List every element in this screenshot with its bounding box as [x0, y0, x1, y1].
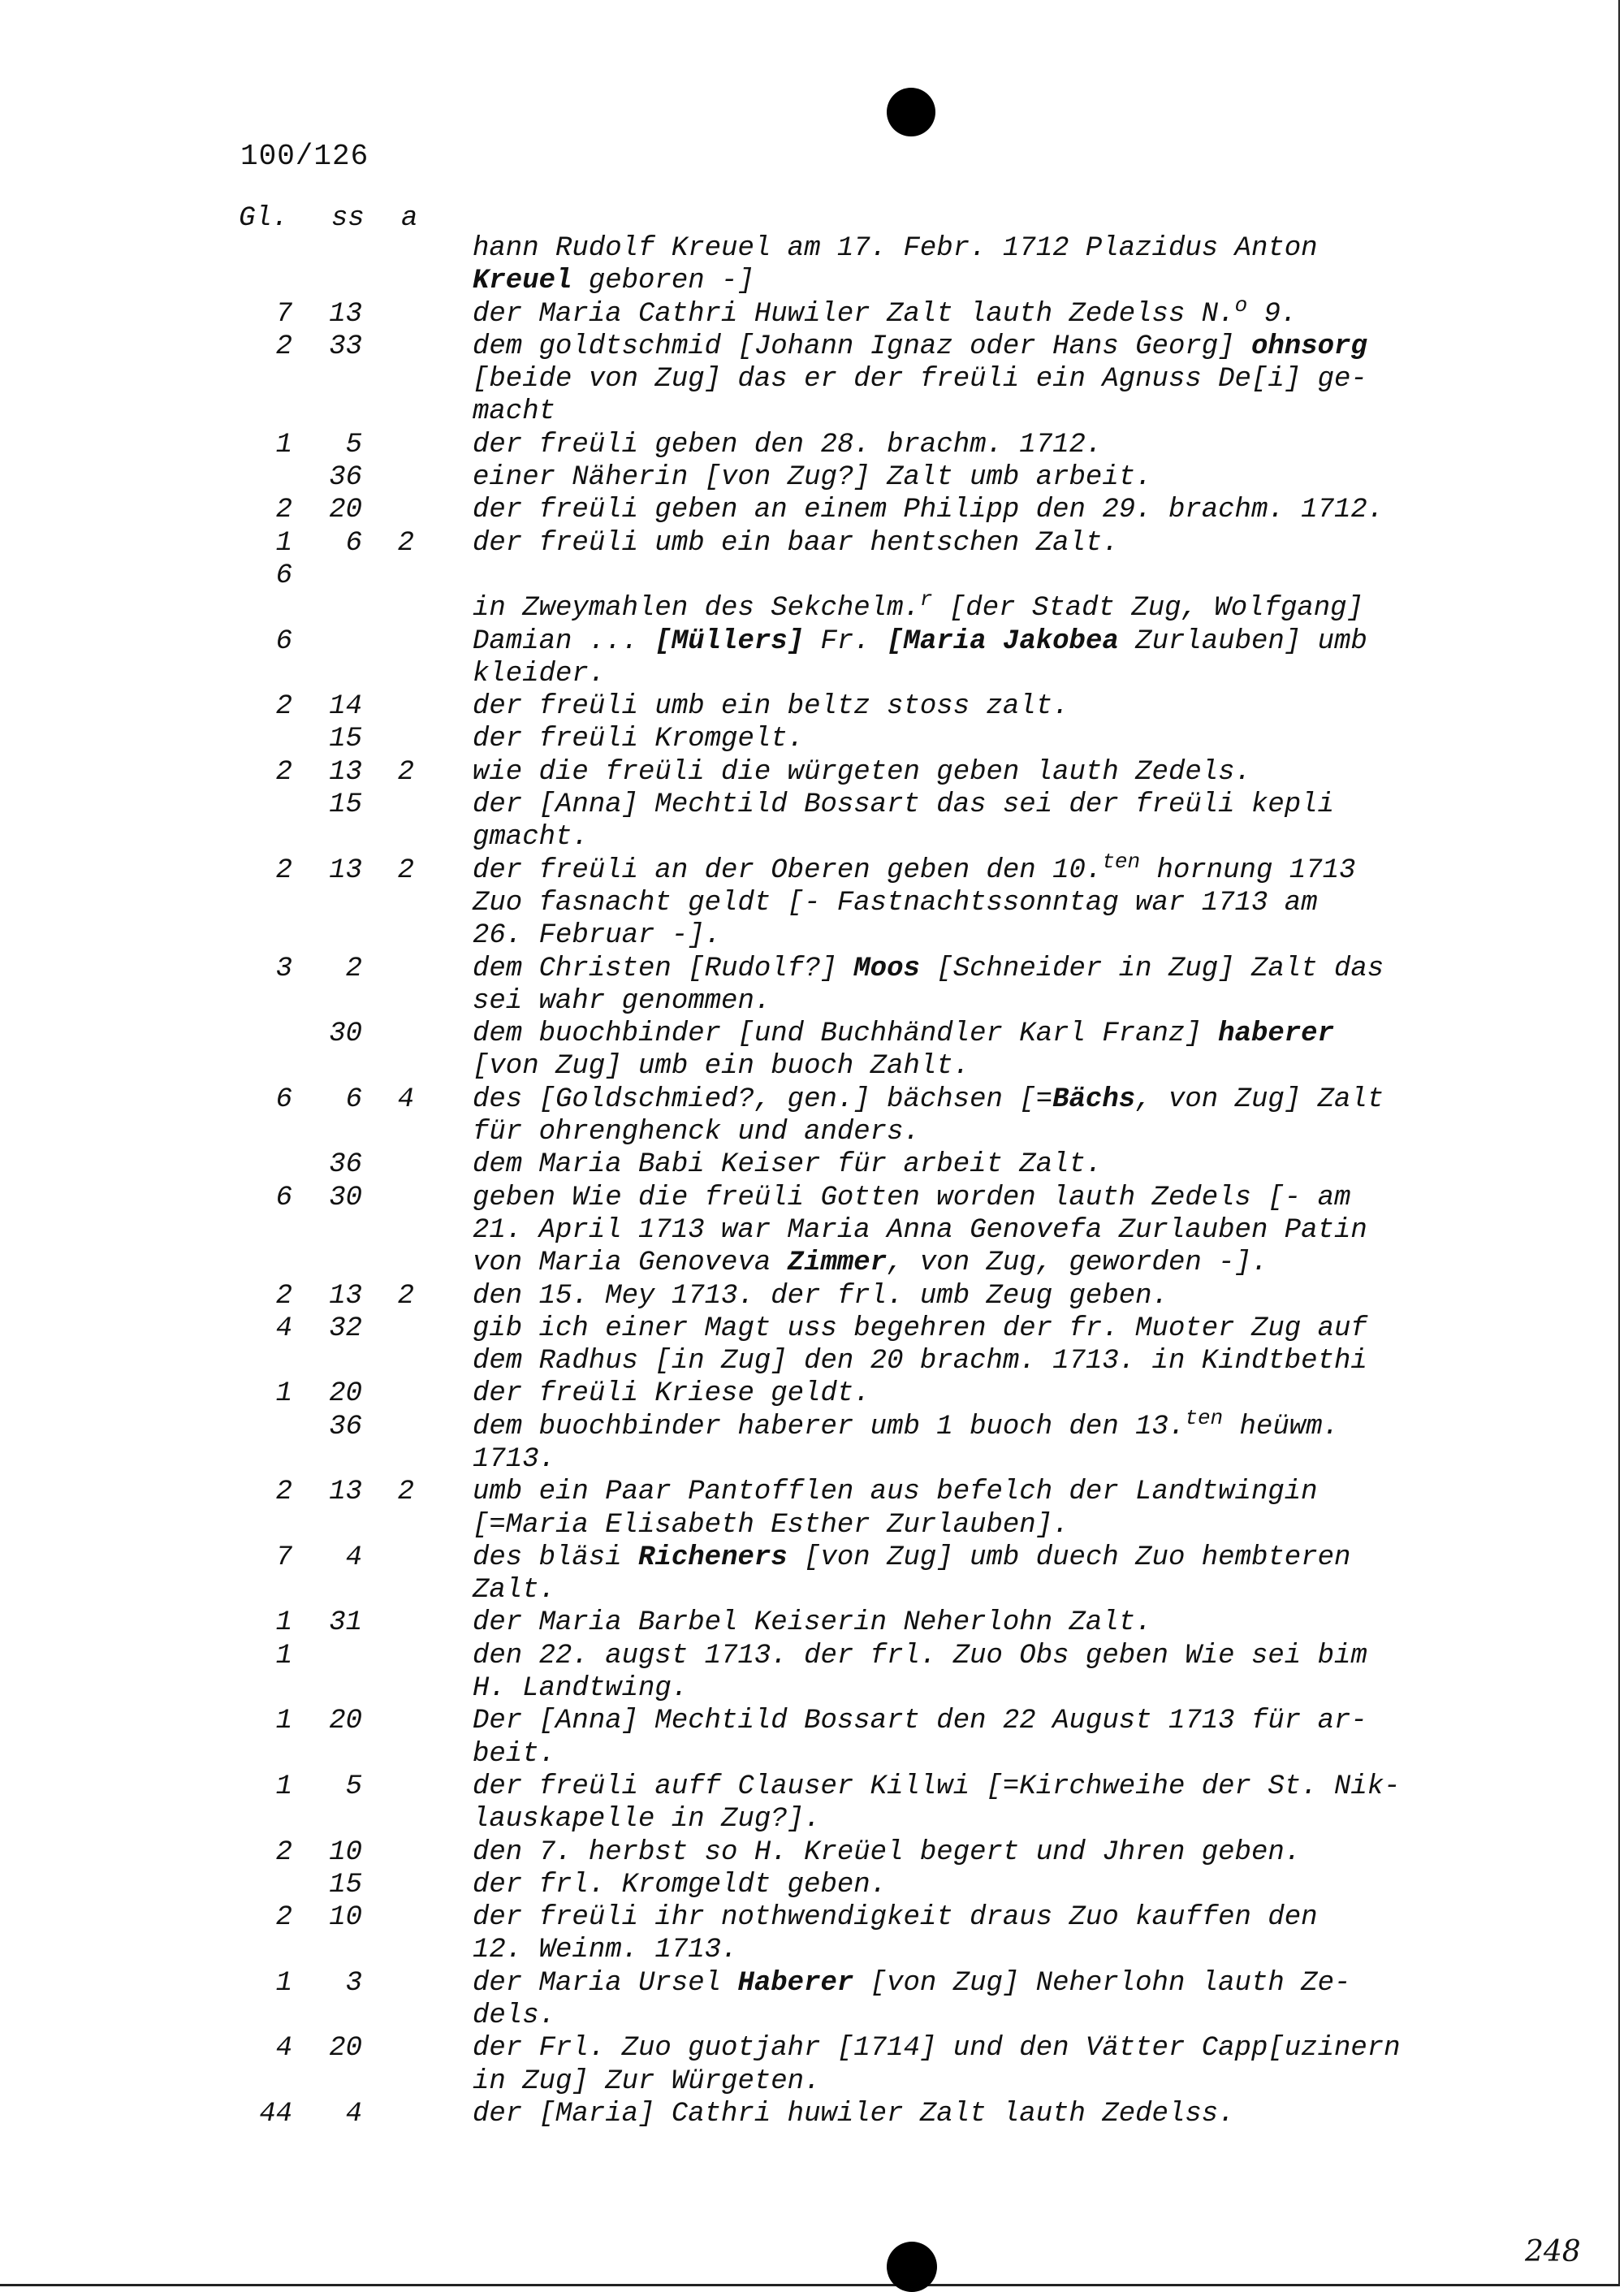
- text-segment: der [Anna] Mechtild Bossart das sei der freüli kepli: [473, 789, 1334, 821]
- entry-text: [473, 849, 1356, 887]
- amount-ss: 33: [329, 331, 362, 362]
- amount-ss: 15: [329, 1869, 362, 1901]
- text-segment: der Frl. Zuo guotjahr [1714] und den Vätter Capp[uzinern: [473, 2033, 1401, 2065]
- ledger-row: [0, 2032, 1616, 2065]
- text-segment: geben Wie die freüli Gotten worden lauth Zedels [- am: [473, 1182, 1351, 1213]
- ledger-row: [0, 1607, 1616, 1639]
- ledger-row: [0, 1574, 1616, 1607]
- header-ss: ss: [331, 203, 365, 234]
- amount-gl: 6: [275, 1083, 292, 1115]
- entry-text: [473, 1771, 1401, 1803]
- amount-gl: 2: [275, 331, 292, 362]
- amount-gl: 4: [275, 2033, 292, 2065]
- amount-gl: 7: [275, 298, 292, 330]
- ledger-row: [0, 1771, 1616, 1803]
- entry-text: [473, 789, 1334, 821]
- text-segment: der [Maria] Cathri huwiler Zalt lauth Zedelss.: [473, 2098, 1235, 2130]
- text-segment: [=Maria Elisabeth Esther Zurlauben].: [473, 1509, 1069, 1541]
- ledger-row: [0, 1377, 1616, 1410]
- amount-gl: 2: [275, 1836, 292, 1868]
- text-segment: des bläsi: [473, 1542, 639, 1573]
- entry-text: [473, 265, 754, 297]
- amount-ss: 13: [329, 756, 362, 788]
- entry-text: [473, 625, 1367, 658]
- amount-gl: 44: [259, 2098, 292, 2130]
- ledger-row: [0, 1672, 1616, 1705]
- amount-gl: 1: [275, 527, 292, 559]
- text-segment: der freüli ihr nothwendigkeit draus Zuo kauffen den: [473, 1902, 1318, 1934]
- entry-text: [473, 1050, 970, 1083]
- text-segment: hann Rudolf Kreuel am 17. Febr. 1712 Plazidus Anton: [473, 233, 1318, 264]
- bold-name: Bächs: [1052, 1083, 1136, 1115]
- bold-name: [Müllers]: [654, 625, 805, 657]
- text-segment: Zalt.: [473, 1575, 556, 1607]
- entry-text: [473, 1836, 1301, 1869]
- text-segment: Damian ...: [473, 625, 655, 657]
- text-segment: dels.: [473, 2000, 556, 2032]
- bold-name: ohnsorg: [1250, 331, 1367, 362]
- bold-name: [Maria Jakobea: [887, 625, 1119, 657]
- entry-text: [473, 527, 1119, 560]
- ledger-row: [0, 1345, 1616, 1377]
- ledger-row: [0, 2098, 1616, 2130]
- ledger-row: [0, 1214, 1616, 1247]
- entry-text: [473, 1901, 1318, 1934]
- ledger-row: [0, 919, 1616, 952]
- ledger-row: [0, 265, 1616, 297]
- amount-gl: 2: [275, 1902, 292, 1934]
- ledger-row: [0, 1542, 1616, 1574]
- ledger-row: [0, 1836, 1616, 1869]
- amount-ss: 36: [329, 1149, 362, 1181]
- text-segment: 1713.: [473, 1443, 556, 1475]
- amount-ss: 6: [345, 1083, 362, 1115]
- text-segment: der Maria Barbel Keiserin Neherlohn Zalt.: [473, 1607, 1152, 1639]
- text-segment: sei wahr genommen.: [473, 985, 771, 1017]
- entry-text: [473, 2065, 820, 2098]
- entry-text: [473, 1607, 1152, 1639]
- amount-a: 2: [397, 756, 414, 788]
- entry-text: [473, 953, 1384, 985]
- text-segment: heüwm.: [1223, 1411, 1339, 1442]
- entry-text: [473, 1967, 1350, 2000]
- entry-text: [473, 429, 1102, 461]
- amount-ss: 3: [345, 1967, 362, 1999]
- amount-ss: 13: [329, 1280, 362, 1312]
- amount-gl: 3: [275, 953, 292, 984]
- text-segment: wie die freüli die würgeten geben lauth Zedels.: [473, 756, 1251, 788]
- text-segment: Zurlauben] umb: [1118, 625, 1367, 657]
- entry-text: [473, 821, 589, 854]
- entry-text: [473, 1280, 1168, 1312]
- ledger-row: [0, 887, 1616, 919]
- entry-text: [473, 723, 804, 755]
- entry-text: [473, 1705, 1367, 1737]
- ledger-row: [0, 494, 1616, 526]
- ledger-row: [0, 527, 1616, 560]
- entry-text: [473, 396, 555, 428]
- ledger-row: [0, 2065, 1616, 2098]
- entry-text: [473, 1214, 1367, 1247]
- bold-name: Richeners: [638, 1542, 788, 1573]
- amount-ss: 32: [329, 1312, 362, 1344]
- amount-gl: 6: [275, 1182, 292, 1213]
- ledger-row: [0, 1476, 1616, 1508]
- ledger-row: [0, 1312, 1616, 1345]
- bold-name: Zimmer: [787, 1248, 888, 1279]
- ledger-row: [0, 1405, 1616, 1443]
- text-segment: gmacht.: [473, 822, 589, 854]
- text-segment: 12. Weinm. 1713.: [473, 1935, 738, 1966]
- entry-text: [473, 919, 721, 952]
- header-gl: Gl.: [239, 203, 289, 234]
- entry-text: [473, 1803, 820, 1836]
- amount-gl: 2: [275, 854, 292, 886]
- amount-gl: 1: [275, 1640, 292, 1671]
- entry-text: [473, 292, 1298, 331]
- bold-name: Moos: [853, 953, 920, 984]
- text-segment: der freüli an der Oberen geben den 10.: [473, 854, 1103, 886]
- ledger-row: [0, 1280, 1616, 1312]
- entry-text: [473, 1738, 555, 1771]
- entry-text: [473, 1405, 1339, 1443]
- text-segment: 21. April 1713 war Maria Anna Genovefa Zurlauben Patin: [473, 1214, 1367, 1246]
- entry-text: [473, 1443, 555, 1476]
- amount-ss: 5: [345, 429, 362, 461]
- document-reference: 100/126: [240, 140, 369, 173]
- ledger-row: [0, 331, 1616, 363]
- text-segment: kleider.: [473, 658, 606, 690]
- amount-ss: 5: [345, 1771, 362, 1802]
- text-segment: von Maria Genoveva: [473, 1248, 788, 1279]
- text-segment: H. Landtwing.: [473, 1673, 689, 1705]
- amount-ss: 36: [329, 462, 362, 494]
- ledger-row: [0, 1182, 1616, 1214]
- text-segment: den 15. Mey 1713. der frl. umb Zeug geben.: [473, 1280, 1168, 1312]
- punch-hole-top: [887, 88, 935, 136]
- amount-gl: 7: [275, 1542, 292, 1573]
- ledger-row: [0, 1934, 1616, 1966]
- amount-ss: 6: [345, 527, 362, 559]
- amount-ss: 20: [329, 1378, 362, 1410]
- amount-ss: 13: [329, 298, 362, 330]
- amount-gl: 2: [275, 495, 292, 526]
- entry-text: [473, 2000, 555, 2032]
- text-segment: in Zug] Zur Würgeten.: [473, 2065, 821, 2097]
- amount-ss: 20: [329, 495, 362, 526]
- bold-name: Haberer: [737, 1967, 854, 1999]
- amount-gl: 6: [275, 625, 292, 657]
- text-segment: beit.: [473, 1738, 556, 1770]
- entry-text: [473, 1640, 1367, 1672]
- amount-gl: 1: [275, 1607, 292, 1639]
- amount-ss: 20: [329, 1706, 362, 1737]
- entry-text: [473, 1116, 920, 1148]
- entry-text: [473, 1476, 1318, 1508]
- entry-text: [473, 363, 1367, 396]
- text-segment: lauskapelle in Zug?].: [473, 1804, 821, 1836]
- entry-text: [473, 1509, 1069, 1542]
- ledger-row: [0, 1803, 1616, 1836]
- entry-text: [473, 658, 605, 690]
- ledger-row: [0, 1116, 1616, 1148]
- text-segment: in Zweymahlen des Sekchelm.: [473, 593, 920, 625]
- text-segment: der Maria Cathri Huwiler Zalt lauth Zedelss N.: [473, 298, 1235, 330]
- amount-ss: 36: [329, 1411, 362, 1442]
- text-segment: der freüli geben an einem Philipp den 29. brachm. 1712.: [473, 495, 1384, 526]
- ledger-row: [0, 1967, 1616, 2000]
- text-segment: dem goldtschmid [Johann Ignaz oder Hans Georg]: [473, 331, 1251, 362]
- ledger-row: [0, 292, 1616, 331]
- text-segment: [von Zug] umb duech Zuo hembteren: [787, 1542, 1351, 1573]
- amount-gl: 6: [275, 560, 292, 591]
- amount-a: 2: [397, 1477, 414, 1508]
- text-segment: macht: [473, 396, 556, 428]
- entry-text: [473, 232, 1318, 265]
- text-segment: dem Radhus [in Zug] den 20 brachm. 1713. in Kindtbethi: [473, 1346, 1367, 1377]
- amount-gl: 1: [275, 1706, 292, 1737]
- text-segment: dem buochbinder haberer umb 1 buoch den 13.: [473, 1411, 1186, 1442]
- entry-text: [473, 1018, 1334, 1050]
- entry-text: [473, 1574, 555, 1607]
- text-segment: dem Christen [Rudolf?]: [473, 953, 854, 984]
- ledger-row: [0, 821, 1616, 854]
- amount-gl: 2: [275, 756, 292, 788]
- ledger-row: [0, 2000, 1616, 2032]
- superscript: ten: [1185, 1405, 1224, 1430]
- header-a: a: [401, 203, 418, 234]
- ledger-row: [0, 756, 1616, 789]
- ledger-row: [0, 1509, 1616, 1542]
- entry-text: [473, 461, 1152, 494]
- amount-ss: 10: [329, 1836, 362, 1868]
- entry-text: [473, 756, 1251, 789]
- amount-gl: 1: [275, 1967, 292, 1999]
- ledger-row: [0, 1738, 1616, 1771]
- amount-ss: 30: [329, 1182, 362, 1213]
- text-segment: , von Zug] Zalt: [1135, 1083, 1384, 1115]
- amount-a: 2: [397, 527, 414, 559]
- amount-gl: 2: [275, 1280, 292, 1312]
- entry-text: [473, 2032, 1401, 2065]
- text-segment: umb ein Paar Pantofflen aus befelch der Landtwingin: [473, 1477, 1318, 1508]
- superscript: r: [919, 587, 933, 612]
- ledger-row: [0, 396, 1616, 428]
- ledger-row: [0, 1018, 1616, 1050]
- ledger-row: [0, 658, 1616, 690]
- text-segment: der Maria Ursel: [473, 1967, 738, 1999]
- text-segment: Zuo fasnacht geldt [- Fastnachtssonntag war 1713 am: [473, 887, 1318, 919]
- ledger-row: [0, 429, 1616, 461]
- text-segment: der freüli umb ein beltz stoss zalt.: [473, 691, 1069, 723]
- amount-ss: 20: [329, 2033, 362, 2065]
- superscript: o: [1234, 292, 1248, 318]
- text-segment: 9.: [1247, 298, 1298, 330]
- entry-text: [473, 1377, 870, 1410]
- text-segment: für ohrenghenck und anders.: [473, 1117, 920, 1148]
- page-number: 248: [1525, 2235, 1581, 2268]
- text-segment: der freüli Kriese geldt.: [473, 1378, 870, 1410]
- ledger-row: [0, 1050, 1616, 1083]
- text-segment: den 22. augst 1713. der frl. Zuo Obs geben Wie sei bim: [473, 1640, 1367, 1671]
- entry-text: [473, 690, 1069, 723]
- amount-ss: 15: [329, 724, 362, 755]
- entry-text: [473, 985, 771, 1018]
- entry-text: [473, 2098, 1235, 2130]
- amount-gl: 4: [275, 1312, 292, 1344]
- text-segment: [beide von Zug] das er der freüli ein Agnuss De[i] ge-: [473, 364, 1367, 396]
- superscript: ten: [1102, 849, 1141, 874]
- ledger-row: [0, 1083, 1616, 1116]
- ledger-row: [0, 1705, 1616, 1737]
- amount-gl: 2: [275, 1477, 292, 1508]
- entry-text: [473, 1542, 1350, 1574]
- entry-text: [473, 1247, 1268, 1279]
- entry-text: [473, 1345, 1367, 1377]
- ledger-row: [0, 625, 1616, 658]
- ledger-row: [0, 461, 1616, 494]
- ledger-row: [0, 587, 1616, 625]
- amount-ss: 30: [329, 1018, 362, 1050]
- entry-text: [473, 1083, 1384, 1116]
- text-segment: [von Zug] umb ein buoch Zahlt.: [473, 1051, 970, 1083]
- amount-gl: 1: [275, 1378, 292, 1410]
- ledger-row: [0, 1148, 1616, 1181]
- ledger-row: [0, 1869, 1616, 1901]
- entry-text: [473, 1869, 887, 1901]
- text-segment: 26. Februar -].: [473, 920, 722, 952]
- text-segment: der freüli geben den 28. brachm. 1712.: [473, 429, 1103, 461]
- amount-gl: 1: [275, 429, 292, 461]
- entry-text: [473, 887, 1318, 919]
- amount-a: 2: [397, 854, 414, 886]
- text-segment: geboren -]: [572, 266, 754, 297]
- entry-text: [473, 1148, 1102, 1181]
- text-segment: der freüli Kromgelt.: [473, 724, 805, 755]
- text-segment: Fr.: [804, 625, 888, 657]
- ledger-row: [0, 363, 1616, 396]
- text-segment: hornung 1713: [1140, 854, 1356, 886]
- entry-text: [473, 494, 1384, 526]
- ledger-row: [0, 723, 1616, 755]
- amount-ss: 4: [345, 2098, 362, 2130]
- bold-name: Kreuel: [473, 266, 572, 297]
- amount-ss: 13: [329, 1477, 362, 1508]
- entry-text: [473, 1312, 1367, 1345]
- entry-text: [473, 1182, 1350, 1214]
- entry-text: [473, 587, 1363, 625]
- amount-ss: 4: [345, 1542, 362, 1573]
- amount-a: 4: [397, 1083, 414, 1115]
- text-segment: , von Zug, geworden -].: [887, 1248, 1268, 1279]
- ledger-row: [0, 953, 1616, 985]
- amount-ss: 10: [329, 1902, 362, 1934]
- entry-text: [473, 1672, 688, 1705]
- amount-ss: 2: [345, 953, 362, 984]
- text-segment: [der Stadt Zug, Wolfgang]: [932, 593, 1363, 625]
- amount-ss: 14: [329, 691, 362, 723]
- ledger-row: [0, 985, 1616, 1018]
- text-segment: des [Goldschmied?, gen.] bächsen [=: [473, 1083, 1053, 1115]
- ledger-row: [0, 232, 1616, 265]
- amount-ss: 31: [329, 1607, 362, 1639]
- text-segment: [von Zug] Neherlohn lauth Ze-: [853, 1967, 1351, 1999]
- entry-text: [473, 331, 1367, 363]
- text-segment: der freüli auff Clauser Killwi [=Kirchweihe der St. Nik-: [473, 1771, 1401, 1802]
- ledger-row: [0, 690, 1616, 723]
- amount-ss: 13: [329, 854, 362, 886]
- text-segment: [Schneider in Zug] Zalt das: [919, 953, 1384, 984]
- text-segment: der frl. Kromgeldt geben.: [473, 1869, 888, 1901]
- ledger-entries: [0, 232, 1616, 2130]
- ledger-row: [0, 1901, 1616, 1934]
- punch-hole-bottom: [887, 2242, 937, 2292]
- amount-a: 2: [397, 1280, 414, 1312]
- text-segment: dem Maria Babi Keiser für arbeit Zalt.: [473, 1149, 1103, 1181]
- amount-gl: 2: [275, 691, 292, 723]
- ledger-row: [0, 560, 1616, 592]
- bold-name: haberer: [1218, 1018, 1334, 1050]
- text-segment: dem buochbinder [und Buchhändler Karl Franz]: [473, 1018, 1219, 1050]
- text-segment: den 7. herbst so H. Kreüel begert und Jhren geben.: [473, 1836, 1302, 1868]
- text-segment: gib ich einer Magt uss begehren der fr. Muoter Zug auf: [473, 1312, 1367, 1344]
- text-segment: Der [Anna] Mechtild Bossart den 22 August 1713 für ar-: [473, 1706, 1367, 1737]
- text-segment: der freüli umb ein baar hentschen Zalt.: [473, 527, 1119, 559]
- ledger-row: [0, 789, 1616, 821]
- ledger-row: [0, 1247, 1616, 1279]
- text-segment: einer Näherin [von Zug?] Zalt umb arbeit.: [473, 462, 1152, 494]
- ledger-row: [0, 1443, 1616, 1476]
- entry-text: [473, 1934, 737, 1966]
- ledger-row: [0, 1640, 1616, 1672]
- amount-gl: 1: [275, 1771, 292, 1802]
- amount-ss: 15: [329, 789, 362, 821]
- ledger-row: [0, 849, 1616, 887]
